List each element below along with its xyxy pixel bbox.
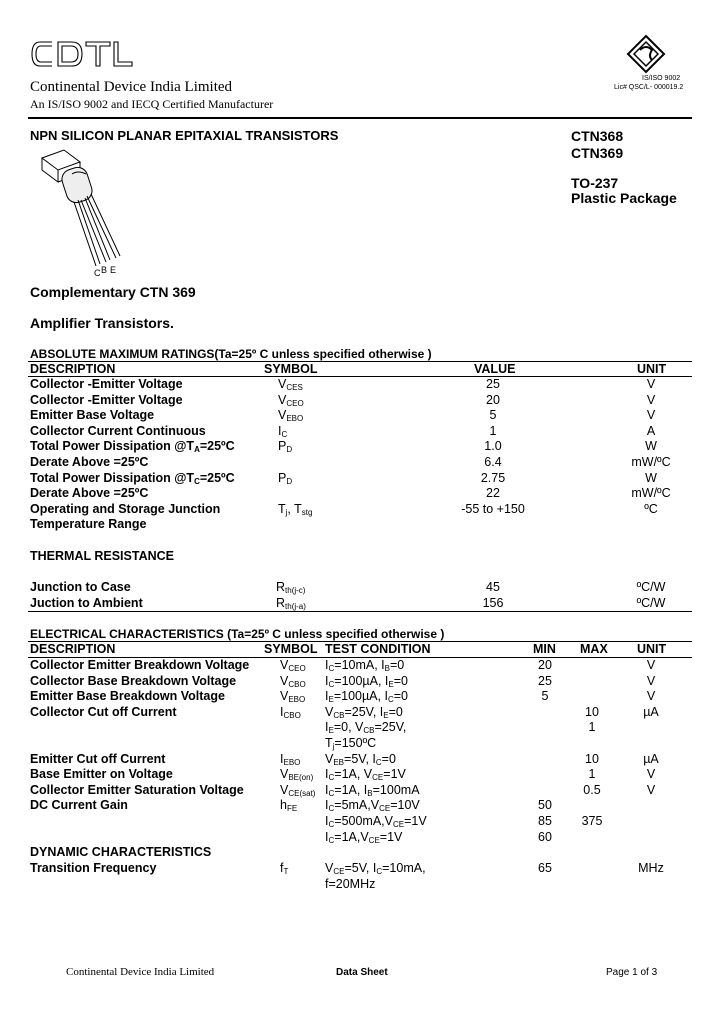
row-unit: V <box>646 767 656 782</box>
part-number-2: CTN369 <box>571 145 624 161</box>
footer-page-number: Page 1 of 3 <box>606 967 658 978</box>
row-max: 10 <box>585 751 599 766</box>
row-test-condition: $I_C=100\mu A$, $I_E=0$ <box>325 673 408 689</box>
row-unit: V <box>646 689 656 704</box>
row-symbol: $P_D$ <box>278 439 293 455</box>
row-description: Operating and Storage Junction <box>30 501 221 516</box>
row-unit: V <box>646 658 656 672</box>
col-symbol: SYMBOL <box>264 362 318 376</box>
row-test-condition: $I_C=5mA,V_{CE}=10V$ <box>325 798 420 814</box>
table-row <box>0 705 720 721</box>
table-row <box>0 471 720 487</box>
row-value: 1 <box>489 423 497 438</box>
table-row <box>0 861 720 877</box>
row-description: DC Current Gain <box>30 798 128 813</box>
table-row <box>0 720 720 736</box>
row-unit: ºC <box>644 501 658 516</box>
table-row <box>0 502 720 518</box>
row-unit: mW/ºC <box>631 455 671 469</box>
row-symbol: $V_{EBO}$ <box>280 689 306 705</box>
row-value: -55 to +150 <box>461 501 525 516</box>
row-symbol: $V_{CBO}$ <box>280 673 306 689</box>
row-max: 10 <box>585 704 599 719</box>
table-row <box>0 377 720 393</box>
electrical-header-row <box>0 642 720 658</box>
transistor-package-image <box>34 148 134 283</box>
company-name: Continental Device India Limited <box>30 79 233 95</box>
row-symbol: $T_j$, $T_{stg}$ <box>278 501 313 517</box>
dynamic-heading: DYNAMIC CHARACTERISTICS <box>30 845 212 859</box>
row-description: Collector -Emitter Voltage <box>30 392 183 407</box>
row-unit: V <box>646 377 656 391</box>
row-symbol: $V_{BE(on)}$ <box>280 767 314 783</box>
row-min: 25 <box>538 673 552 688</box>
row-description: Base Emitter on Voltage <box>30 767 173 782</box>
electrical-heading: ELECTRICAL CHARACTERISTICS (Ta=25º C unless specified otherwise ) <box>30 627 445 641</box>
pin-label-e: E <box>110 265 117 275</box>
row-description: Total Power Dissipation $@T_A=25ºC$ <box>30 439 235 455</box>
row-value: 2.75 <box>480 470 506 485</box>
to237-package-icon <box>34 148 134 278</box>
company-tagline: An IS/ISO 9002 and IECQ Certified Manufacturer <box>30 97 274 111</box>
page-title: NPN SILICON PLANAR EPITAXIAL TRANSISTORS <box>30 128 339 143</box>
iso-cert-icon <box>626 34 666 74</box>
row-unit: ºC/W <box>636 580 666 594</box>
row-min: 65 <box>538 861 552 875</box>
row-value: 1.0 <box>484 439 502 454</box>
row-test-condition: $V_{CB}=25V$, $I_E=0$ <box>325 704 403 720</box>
footer-doc-type: Data Sheet <box>336 967 388 978</box>
row-symbol: $P_D$ <box>278 470 293 486</box>
row-description: Collector Emitter Saturation Voltage <box>30 782 244 797</box>
row-test-condition: $I_E=0$, $V_{CB}=25V$, <box>325 720 407 736</box>
table-row <box>0 689 720 705</box>
row-min: 60 <box>538 829 552 844</box>
package-type: TO-237 <box>571 175 619 191</box>
row-symbol: $I_C$ <box>278 423 288 439</box>
table-row <box>0 393 720 409</box>
table-row <box>0 798 720 814</box>
row-value: 45 <box>486 580 500 594</box>
row-description: Temperature Range <box>30 517 147 532</box>
row-description: Collector Current Continuous <box>30 423 206 438</box>
row-unit: µA <box>643 751 659 766</box>
footer-company: Continental Device India Limited <box>66 966 215 978</box>
table-row <box>0 408 720 424</box>
table-row <box>0 783 720 799</box>
row-test-condition: $I_C=1A$, $I_B=100mA$ <box>325 782 420 798</box>
table-row <box>0 752 720 768</box>
row-symbol: $V_{CES}$ <box>278 377 303 392</box>
row-test-condition: $V_{EB}=5V$, $I_C=0$ <box>325 751 396 767</box>
cert-line-2: Lic# QSC/L- 000019.2 <box>614 84 684 91</box>
row-description: Collector Emitter Breakdown Voltage <box>30 658 250 672</box>
row-test-condition: $I_C=1A,V_{CE}=1V$ <box>325 829 403 845</box>
row-description: Emitter Base Voltage <box>30 408 155 423</box>
row-description: Collector Base Breakdown Voltage <box>30 673 237 688</box>
row-symbol: $V_{CE(sat)}$ <box>280 782 316 798</box>
ecol-max: MAX <box>580 642 608 656</box>
row-symbol: $f_T$ <box>280 861 289 876</box>
table-row <box>0 596 720 612</box>
row-description: Emitter Base Breakdown Voltage <box>30 689 225 704</box>
ecol-symbol: SYMBOL <box>264 642 318 656</box>
table-row <box>0 767 720 783</box>
table-row <box>0 658 720 674</box>
row-unit: mW/ºC <box>631 486 671 501</box>
row-description: Derate Above =25ºC <box>30 486 149 501</box>
certification-mark <box>626 34 666 79</box>
cert-line-1: IS/ISO 9002 <box>642 75 681 82</box>
table-row <box>0 424 720 440</box>
row-unit: µA <box>643 704 659 719</box>
row-test-condition: $I_C=1A$, $V_{CE}=1V$ <box>325 767 406 783</box>
row-test-condition: f=20MHz <box>325 876 376 891</box>
col-description: DESCRIPTION <box>30 362 116 376</box>
pin-label-b: B <box>101 265 108 275</box>
table-row <box>0 877 720 893</box>
row-symbol: $I_{CBO}$ <box>280 704 301 720</box>
row-value: 6.4 <box>484 455 502 469</box>
row-test-condition: $I_C=500mA,V_{CE}=1V$ <box>325 814 427 829</box>
row-unit: V <box>646 392 656 407</box>
row-min: 50 <box>538 798 552 813</box>
row-value: 20 <box>486 392 500 407</box>
row-min: 5 <box>541 689 549 704</box>
complementary-label: Complementary CTN 369 <box>30 284 196 300</box>
row-description: Junction to Case <box>30 580 131 594</box>
row-unit: V <box>646 673 656 688</box>
row-symbol: $R_{th(j-a)}$ <box>276 595 306 611</box>
ecol-unit: UNIT <box>637 642 667 656</box>
row-description: Juction to Ambient <box>30 595 143 610</box>
row-value: 156 <box>482 595 504 610</box>
row-max: 375 <box>581 814 603 828</box>
table-row <box>0 580 720 596</box>
application-label: Amplifier Transistors. <box>30 315 174 331</box>
row-symbol: $V_{CEO}$ <box>278 392 304 408</box>
row-symbol: $h_{FE}$ <box>280 798 298 814</box>
table-row <box>0 830 720 846</box>
row-symbol: $R_{th(j-c)}$ <box>276 580 306 595</box>
row-description: Collector -Emitter Voltage <box>30 377 183 391</box>
ecol-test-condition: TEST CONDITION <box>325 642 431 656</box>
table-row <box>0 674 720 690</box>
row-value: 5 <box>489 408 497 423</box>
row-description: Derate Above =25ºC <box>30 455 149 469</box>
row-test-condition: $T_j=150ºC$ <box>325 736 377 751</box>
table-row <box>0 736 720 752</box>
package-desc: Plastic Package <box>571 190 677 206</box>
cdil-logo <box>30 38 134 75</box>
row-value: 25 <box>486 377 500 391</box>
row-unit: V <box>646 782 656 797</box>
thermal-heading: THERMAL RESISTANCE <box>30 549 174 563</box>
table-row <box>0 455 720 471</box>
col-unit: UNIT <box>637 362 667 376</box>
row-unit: V <box>646 408 656 423</box>
row-unit: A <box>646 423 656 438</box>
row-symbol: $V_{EBO}$ <box>278 408 304 424</box>
row-symbol: $I_{EBO}$ <box>280 751 301 767</box>
ecol-description: DESCRIPTION <box>30 642 116 656</box>
ecol-min: MIN <box>533 642 556 656</box>
row-description: Emitter Cut off Current <box>30 751 166 766</box>
row-test-condition: $V_{CE}=5V$, $I_C=10mA$, <box>325 861 426 876</box>
table-row <box>0 439 720 455</box>
row-test-condition: $I_C=10mA$, $I_B=0$ <box>325 658 405 673</box>
row-unit: W <box>645 439 657 454</box>
row-unit: MHz <box>638 861 664 875</box>
row-max: 1 <box>588 720 596 735</box>
cdil-logo-mark <box>30 38 134 70</box>
row-description: Total Power Dissipation $@T_C=25ºC$ <box>30 470 235 486</box>
row-symbol: $V_{CEO}$ <box>280 658 306 673</box>
table-row <box>0 486 720 502</box>
row-max: 1 <box>588 767 596 782</box>
header-divider <box>28 117 692 119</box>
col-value: VALUE <box>474 362 516 376</box>
row-max: 0.5 <box>583 782 601 797</box>
abs-max-heading: ABSOLUTE MAXIMUM RATINGS(Ta=25º C unless specified otherwise ) <box>30 347 432 361</box>
row-value: 22 <box>486 486 500 501</box>
row-min: 85 <box>538 814 552 828</box>
row-description: Transition Frequency <box>30 861 157 875</box>
thermal-bottom-rule <box>28 611 692 612</box>
row-description: Collector Cut off Current <box>30 704 177 719</box>
table-row <box>0 814 720 830</box>
row-unit: W <box>645 470 657 485</box>
part-number-1: CTN368 <box>571 128 624 144</box>
row-unit: ºC/W <box>636 595 666 610</box>
pin-label-c: C <box>94 268 101 278</box>
row-test-condition: $I_E=100\mu A$, $I_C=0$ <box>325 689 408 705</box>
row-min: 20 <box>538 658 552 672</box>
table-row <box>0 517 720 533</box>
